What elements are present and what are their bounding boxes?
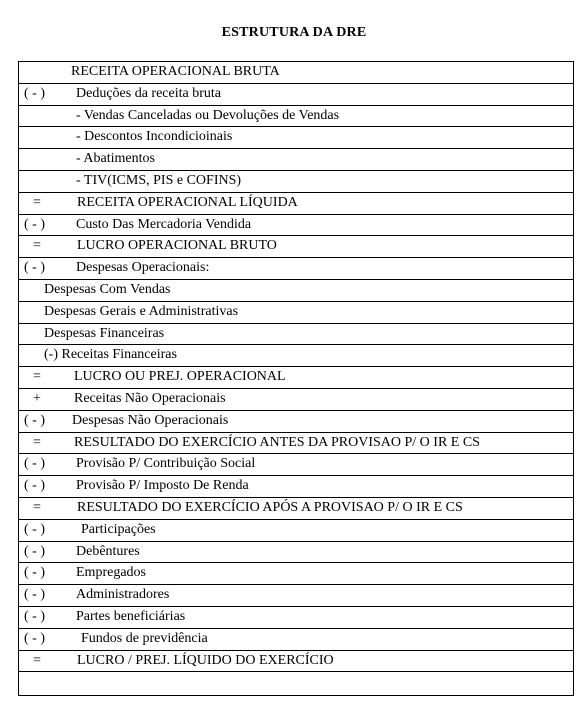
row-sign: ( - ) <box>24 587 45 603</box>
row-label: Custo Das Mercadoria Vendida <box>76 216 252 232</box>
row-sign: = <box>33 369 41 385</box>
table-row <box>19 367 573 389</box>
table-row <box>19 411 573 433</box>
row-sign: ( - ) <box>24 521 45 537</box>
row-label: Despesas Com Vendas <box>44 281 171 297</box>
row-sign: = <box>33 652 41 668</box>
table-row <box>19 476 573 498</box>
row-sign: ( - ) <box>24 478 45 494</box>
row-label: (-) Receitas Financeiras <box>44 347 177 363</box>
row-sign: = <box>33 499 41 515</box>
row-sign: ( - ) <box>24 565 45 581</box>
row-sign: ( - ) <box>24 260 45 276</box>
table-row <box>19 454 573 476</box>
table-row <box>19 389 573 411</box>
row-label: RECEITA OPERACIONAL BRUTA <box>71 64 280 79</box>
row-label: - Vendas Canceladas ou Devoluções de Vendas <box>76 107 340 123</box>
table-row <box>19 215 573 237</box>
table-row <box>19 258 573 280</box>
table-row <box>19 149 573 171</box>
table-row-empty <box>19 672 573 695</box>
table-row <box>19 127 573 149</box>
row-label: Administradores <box>76 587 170 603</box>
row-label: - Descontos Incondicioinais <box>76 129 233 145</box>
table-row <box>19 84 573 106</box>
row-sign: ( - ) <box>24 456 45 472</box>
row-label: Despesas Financeiras <box>44 325 165 341</box>
row-label: LUCRO OPERACIONAL BRUTO <box>77 238 277 254</box>
row-label: Provisão P/ Contribuição Social <box>76 456 256 472</box>
row-label: Despesas Gerais e Administrativas <box>44 303 239 319</box>
table-row <box>19 585 573 607</box>
table-row <box>19 433 573 455</box>
row-sign: ( - ) <box>24 608 45 624</box>
table-row <box>19 607 573 629</box>
table-row <box>19 302 573 324</box>
table-row <box>19 563 573 585</box>
row-sign: + <box>33 390 41 406</box>
row-label: - Abatimentos <box>76 151 155 167</box>
table-row <box>19 236 573 258</box>
row-label: Fundos de previdência <box>81 630 208 646</box>
row-label: Despesas Operacionais: <box>76 260 210 276</box>
table-row <box>19 629 573 651</box>
row-label: Debêntures <box>76 543 140 559</box>
table-row <box>19 651 573 673</box>
row-sign: ( - ) <box>24 412 45 428</box>
table-row <box>19 171 573 193</box>
table-row <box>19 345 573 367</box>
row-sign: ( - ) <box>24 216 45 232</box>
row-sign: = <box>33 194 41 210</box>
row-sign: ( - ) <box>24 630 45 646</box>
row-sign: ( - ) <box>24 543 45 559</box>
row-label: RECEITA OPERACIONAL LÍQUIDA <box>77 194 298 210</box>
row-label: LUCRO / PREJ. LÍQUIDO DO EXERCÍCIO <box>77 652 334 668</box>
table-row <box>19 280 573 302</box>
row-sign: = <box>33 434 41 450</box>
row-label: - TIV(ICMS, PIS e COFINS) <box>76 172 242 188</box>
table-row <box>19 520 573 542</box>
row-label: Deduções da receita bruta <box>76 85 221 101</box>
row-label: Despesas Não Operacionais <box>72 412 229 428</box>
table-row <box>19 193 573 215</box>
table-row <box>19 498 573 520</box>
document-title: ESTRUTURA DA DRE <box>221 25 367 40</box>
row-label: Empregados <box>76 565 146 581</box>
row-sign: ( - ) <box>24 85 45 101</box>
row-label: Participações <box>81 521 156 537</box>
row-label: Partes beneficiárias <box>76 608 186 624</box>
row-label: Provisão P/ Imposto De Renda <box>76 478 249 494</box>
table-row <box>19 542 573 564</box>
row-label: RESULTADO DO EXERCÍCIO ANTES DA PROVISAO P/ O IR E CS <box>74 434 480 450</box>
table-row <box>19 62 573 84</box>
dre-table <box>18 61 574 696</box>
row-sign: = <box>33 238 41 254</box>
row-label: RESULTADO DO EXERCÍCIO APÓS A PROVISAO P/ O IR E CS <box>77 499 463 515</box>
row-label: LUCRO OU PREJ. OPERACIONAL <box>74 369 286 385</box>
row-label: Receitas Não Operacionais <box>74 390 226 406</box>
table-row <box>19 324 573 346</box>
table-row <box>19 106 573 128</box>
